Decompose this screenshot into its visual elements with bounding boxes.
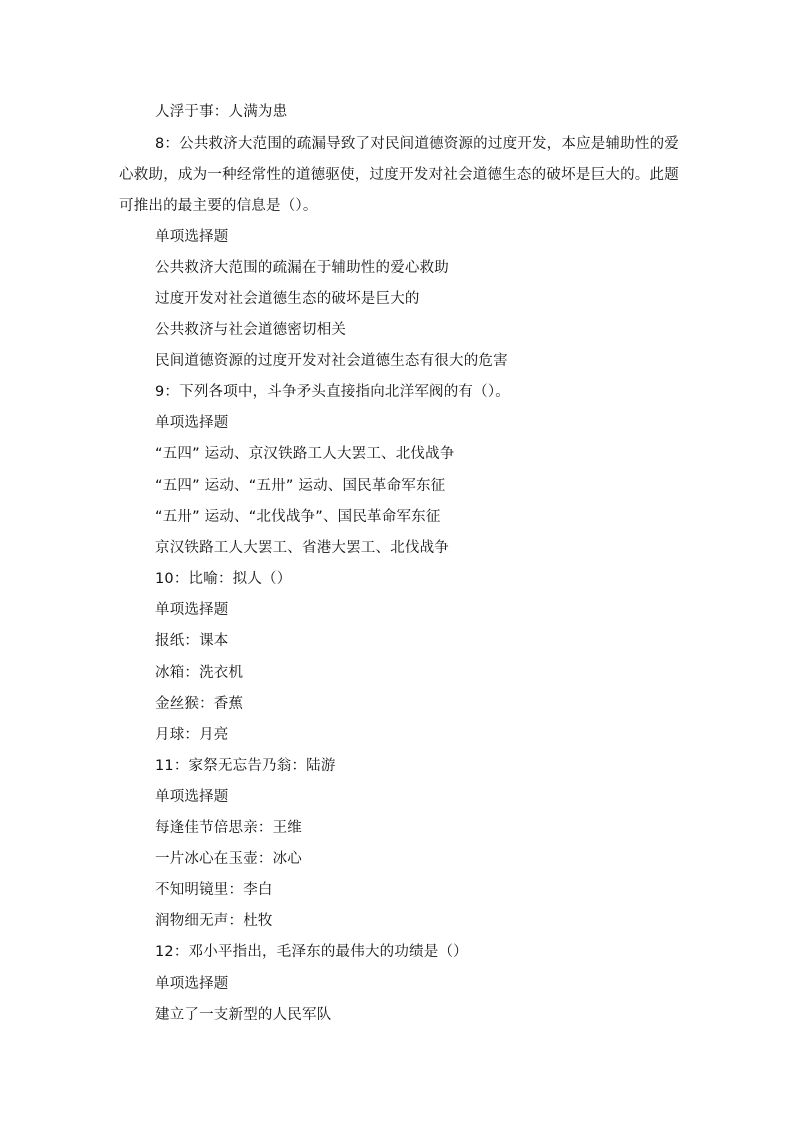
answer-option: 润物细无声：杜牧 bbox=[155, 913, 273, 929]
answer-option: 公共救济与社会道德密切相关 bbox=[155, 322, 347, 338]
question-8-text: 8：公共救济大范围的疏漏导致了对民间道德资源的过度开发，本应是辅助性的爱心救助，成为一种经常性的道德驱使，过度开发对社会道德生态的破坏是巨大的。此题可推出的最主要的信息是（）。 bbox=[119, 136, 679, 214]
question-9-text: 9：下列各项中，斗争矛头直接指向北洋军阀的有（）。 bbox=[155, 384, 510, 400]
question-type-label: 单项选择题 bbox=[155, 789, 229, 805]
answer-option: 报纸：课本 bbox=[155, 633, 229, 649]
question-type-label: 单项选择题 bbox=[155, 976, 229, 992]
answer-option: “五四” 运动、“五卅” 运动、国民革命军东征 bbox=[155, 478, 446, 494]
answer-option: 一片冰心在玉壶：冰心 bbox=[155, 851, 302, 867]
answer-option: 不知明镜里：李白 bbox=[155, 882, 273, 898]
answer-option: 建立了一支新型的人民军队 bbox=[155, 1007, 332, 1023]
answer-option: 人浮于事：人满为患 bbox=[155, 104, 288, 120]
question-12-text: 12：邓小平指出，毛泽东的最伟大的功绩是（） bbox=[155, 944, 468, 960]
question-10-text: 10：比喻：拟人（） bbox=[155, 571, 292, 587]
answer-option: “五四” 运动、京汉铁路工人大罢工、北伐战争 bbox=[155, 446, 455, 462]
answer-option: 冰箱：洗衣机 bbox=[155, 665, 244, 681]
answer-option: 京汉铁路工人大罢工、省港大罢工、北伐战争 bbox=[155, 540, 449, 556]
question-type-label: 单项选择题 bbox=[155, 602, 229, 618]
question-11-text: 11：家祭无忘告乃翁：陆游 bbox=[155, 758, 336, 774]
answer-option: 每逢佳节倍思亲：王维 bbox=[155, 820, 302, 836]
answer-option: 金丝猴：香蕉 bbox=[155, 696, 244, 712]
answer-option: “五卅” 运动、“北伐战争”、国民革命军东征 bbox=[155, 509, 441, 525]
answer-option: 公共救济大范围的疏漏在于辅助性的爱心救助 bbox=[155, 260, 449, 276]
question-type-label: 单项选择题 bbox=[155, 415, 229, 431]
answer-option: 月球：月亮 bbox=[155, 727, 229, 743]
answer-option: 民间道德资源的过度开发对社会道德生态有很大的危害 bbox=[155, 353, 508, 369]
question-type-label: 单项选择题 bbox=[155, 229, 229, 245]
answer-option: 过度开发对社会道德生态的破坏是巨大的 bbox=[155, 291, 420, 307]
